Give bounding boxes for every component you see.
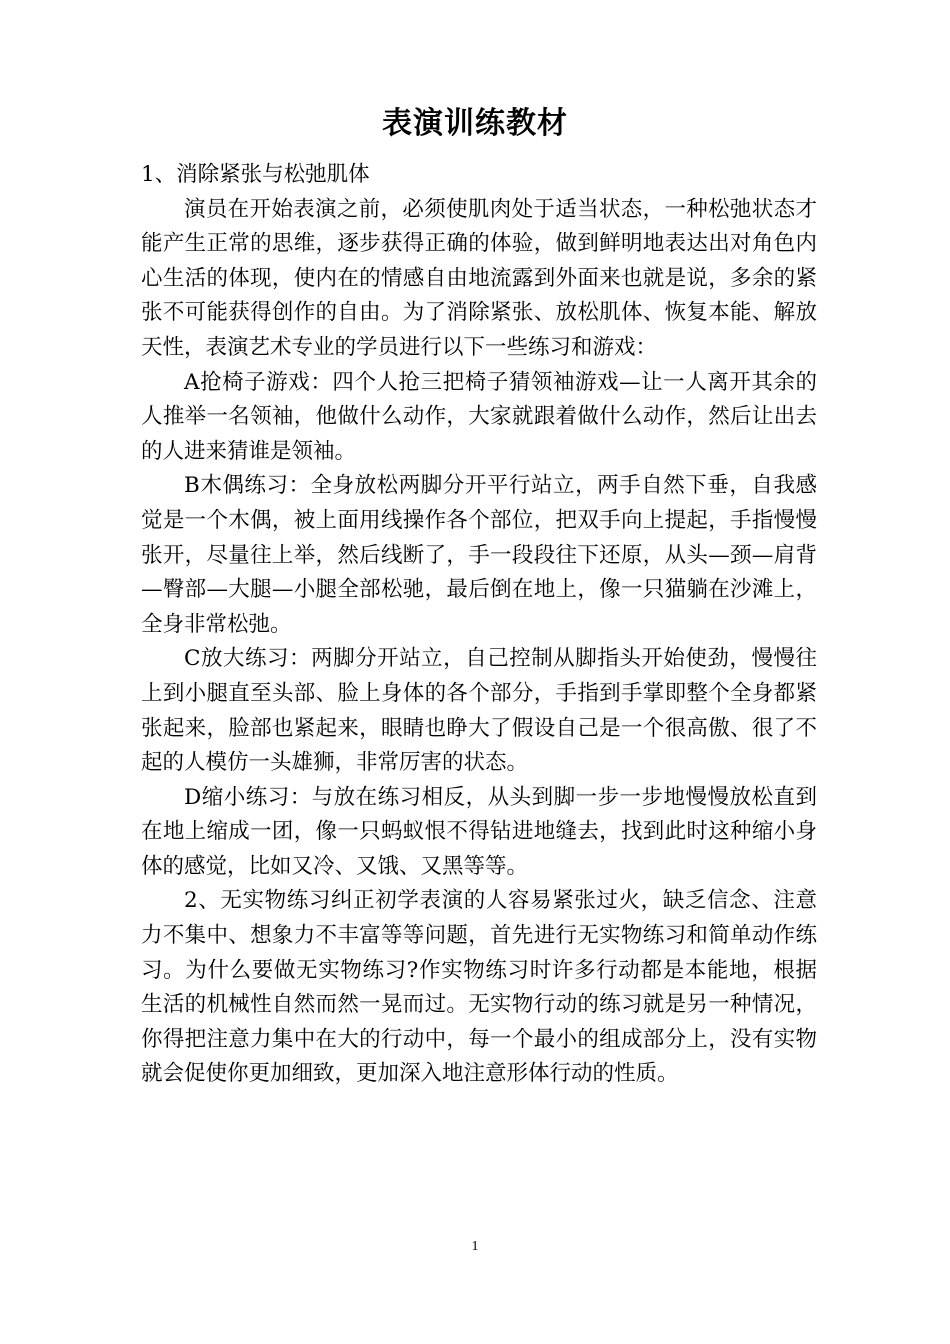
page-number: 1 bbox=[471, 1239, 479, 1254]
paragraph-exercise-b: B木偶练习：全身放松两脚分开平行站立，两手自然下垂，自我感觉是一个木偶，被上面用线操作各个部位，把双手向上提起，手指慢慢张开，尽量往上举，然后线断了，手一段段往下还原，从头—颈—肩背—臀部—大腿—小腿全部松驰，最后倒在地上，像一只猫躺在沙滩上，全身非常松弛。 bbox=[141, 473, 817, 637]
document-title: 表演训练教材 bbox=[382, 106, 568, 141]
document-body bbox=[141, 158, 817, 1092]
paragraph-intro: 演员在开始表演之前，必须使肌肉处于适当状态，一种松弛状态才能产生正常的思维，逐步获得正确的体验，做到鲜明地表达出对角色内心生活的体现，使内在的情感自由地流露到外面来也就是说，多余的紧张不可能获得创作的自由。为了消除紧张、放松肌体、恢复本能、解放天性，表演艺术专业的学员进行以下一些练习和游戏： bbox=[141, 196, 817, 360]
paragraph-exercise-c: C放大练习：两脚分开站立，自己控制从脚指头开始使劲，慢慢往上到小腿直至头部、脸上身体的各个部分，手指到手掌即整个全身都紧张起来，脸部也紧起来，眼睛也睁大了假设自己是一个很高傲、很了不起的人模仿一头雄狮，非常厉害的状态。 bbox=[141, 646, 817, 776]
paragraph-exercise-d: D缩小练习：与放在练习相反，从头到脚一步一步地慢慢放松直到在地上缩成一团，像一只蚂蚁恨不得钻进地缝去，找到此时这种缩小身体的感觉，比如又冷、又饿、又黑等等。 bbox=[141, 784, 817, 879]
paragraph-section-2: 2、无实物练习纠正初学表演的人容易紧张过火，缺乏信念、注意力不集中、想象力不丰富等等问题，首先进行无实物练习和简单动作练习。为什么要做无实物练习?作实物练习时许多行动都是本能地，根据生活的机械性自然而然一晃而过。无实物行动的练习就是另一种情况，你得把注意力集中在大的行动中，每一个最小的组成部分上，没有实物就会促使你更加细致，更加深入地注意形体行动的性质。 bbox=[141, 888, 817, 1087]
section-heading: 1、消除紧张与松弛肌体 bbox=[141, 162, 370, 187]
paragraph-exercise-a: A抢椅子游戏：四个人抢三把椅子猜领袖游戏—让一人离开其余的人推举一名领袖，他做什么动作，大家就跟着做什么动作，然后让出去的人进来猜谁是领袖。 bbox=[141, 369, 817, 464]
